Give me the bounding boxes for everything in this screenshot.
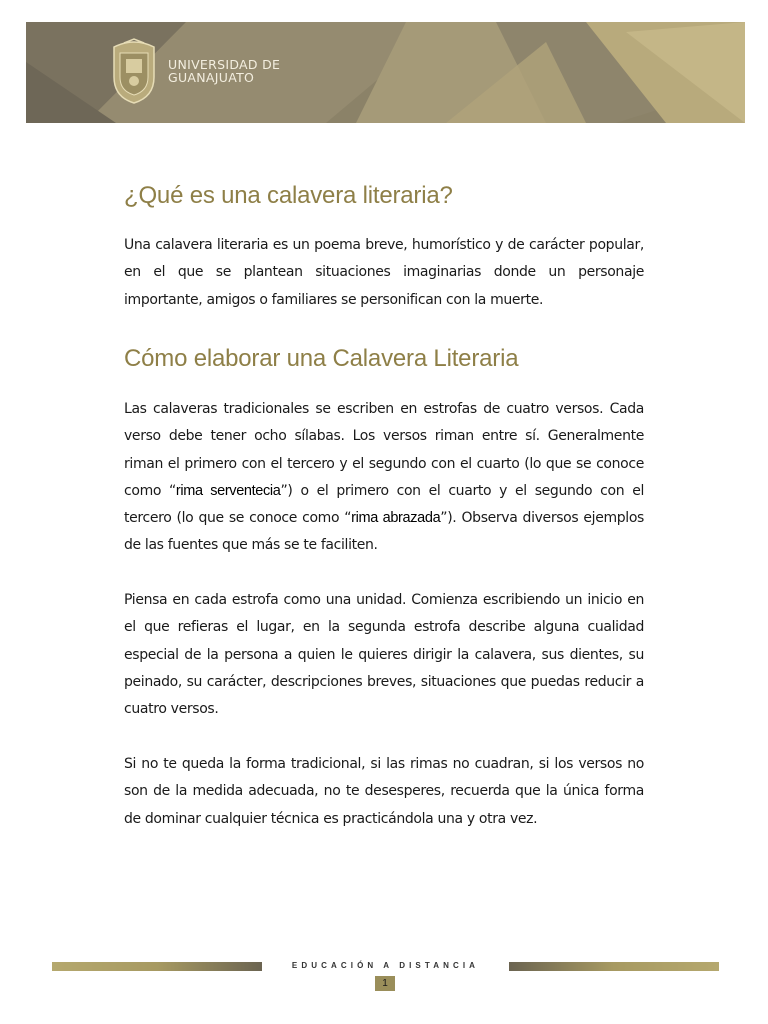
paragraph-encouragement: Si no te queda la forma tradicional, si las rimas no cuadran, si los versos no son de la medida adecuada, no te desesperes, recuerda que la única forma de dominar cualquier técnica es practicándola una y otra vez. <box>124 756 644 827</box>
footer-bar-left <box>52 962 262 971</box>
text-fragment: ”). Observa diversos ejemplos de las fuentes que más se te faciliten. <box>124 510 644 554</box>
university-name-line1: UNIVERSIDAD DE <box>168 57 281 72</box>
text-fragment: ”) o el primero con el cuarto y el segundo con el tercero (lo que se conoce como “ <box>124 482 644 527</box>
university-seal-icon <box>110 37 158 105</box>
term-rima-serventecia: rima serventecia <box>175 482 281 499</box>
footer-label: EDUCACIÓN A DISTANCIA <box>291 961 480 970</box>
section-how-to <box>124 345 644 373</box>
paragraph-definition: Una calavera literaria es un poema breve, humorístico y de carácter popular, en el que se plantean situaciones imaginarias donde un personaje importante, amigos o familiares se personifican con la muerte. <box>124 237 644 308</box>
header-banner <box>26 22 745 123</box>
section-title-how-to: Cómo elaborar una Calavera Literaria <box>124 345 519 372</box>
section-how-to-body-2 <box>124 587 644 723</box>
page-number: 1 <box>375 976 395 991</box>
paragraph-stanza-advice: Piensa en cada estrofa como una unidad. Comienza escribiendo un inicio en el que refieras el lugar, en la segunda estrofa describe alguna cualidad especial de la persona a quien le quieres dirigir la calavera, sus dientes, su peinado, su carácter, descripciones breves, situaciones que puedas reducir a cuatro versos. <box>124 592 644 718</box>
term-rima-abrazada: rima abrazada <box>351 510 441 527</box>
paragraph-rhyme-rules <box>124 396 644 560</box>
section-what-is-body <box>124 232 644 314</box>
university-name-line2: GUANAJUATO <box>168 70 255 85</box>
footer-bar-right <box>509 962 719 971</box>
section-how-to-body <box>124 396 644 560</box>
university-name <box>168 58 280 84</box>
section-how-to-body-3 <box>124 751 644 833</box>
university-logo <box>110 31 280 111</box>
text-fragment: Las calaveras tradicionales se escriben en estrofas de cuatro versos. Cada verso debe tener ocho sílabas. Los versos riman entre sí. Generalmente riman el primero con el tercero y el segundo con el cuarto (lo que se conoce como “ <box>124 401 644 499</box>
section-what-is <box>124 182 644 210</box>
section-title-what-is: ¿Qué es una calavera literaria? <box>124 182 453 209</box>
